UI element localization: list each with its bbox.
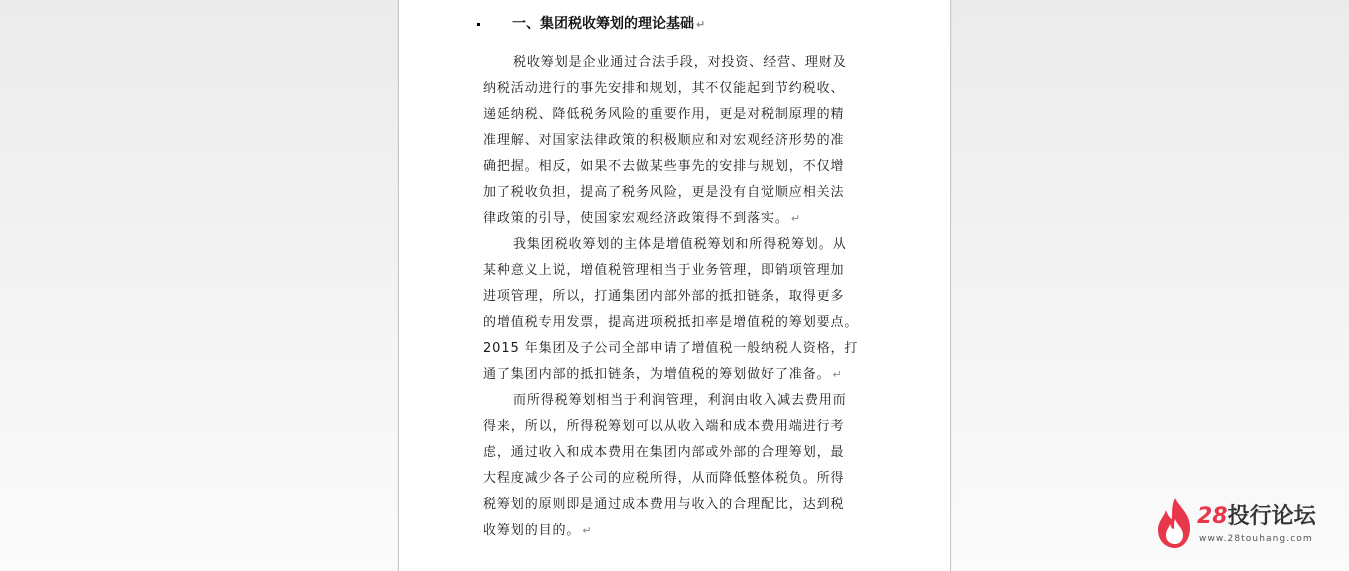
line-text: 律政策的引导，使国家宏观经济政策得不到落实。 [483, 211, 789, 226]
paragraph-line [483, 76, 903, 102]
paragraph-line [483, 362, 903, 388]
document-page [398, 0, 951, 571]
paragraph-line [483, 154, 903, 180]
logo-title [1197, 504, 1316, 530]
paragraph-line [483, 128, 903, 154]
paragraph-line [483, 284, 903, 310]
paragraph-line [483, 206, 903, 232]
line-text: 税收筹划是企业通过合法手段，对投资、经营、理财及 [513, 55, 847, 70]
line-text: 递延纳税、降低税务风险的重要作用，更是对税制原理的精 [483, 107, 845, 122]
paragraph-mark-icon: ↵ [582, 524, 593, 537]
line-text: 纳税活动进行的事先安排和规划，其不仅能起到节约税收、 [483, 81, 845, 96]
logo-name: 投行论坛 [1227, 504, 1316, 529]
document-body[interactable] [483, 50, 903, 544]
paragraph-mark-icon: ↵ [832, 368, 843, 381]
paragraph-line [483, 310, 903, 336]
paragraph-line [483, 492, 903, 518]
paragraph-line [483, 102, 903, 128]
paragraph-line [483, 440, 903, 466]
flame-icon [1155, 497, 1195, 549]
logo-number: 28 [1197, 504, 1228, 529]
heading-text: 一、集团税收筹划的理论基础 [512, 16, 694, 32]
paragraph-line [483, 466, 903, 492]
line-text: 税筹划的原则即是通过成本费用与收入的合理配比，达到税 [483, 497, 845, 512]
paragraph-line [483, 518, 903, 544]
line-text: 大程度减少各子公司的应税所得，从而降低整体税负。所得 [483, 471, 845, 486]
paragraph-mark-icon: ↵ [696, 18, 706, 31]
line-text: 收筹划的目的。 [483, 523, 581, 538]
line-text: 某种意义上说，增值税管理相当于业务管理，即销项管理加 [483, 263, 845, 278]
paragraph-line [483, 414, 903, 440]
line-text: 准理解、对国家法律政策的积极顺应和对宏观经济形势的准 [483, 133, 845, 148]
line-text: 通了集团内部的抵扣链条，为增值税的筹划做好了准备。 [483, 367, 831, 382]
watermark-logo [1155, 497, 1330, 549]
line-text: 而所得税筹划相当于利润管理，利润由收入减去费用而 [513, 393, 847, 408]
paragraph-mark-icon: ↵ [790, 212, 801, 225]
line-text: 的增值税专用发票，提高进项税抵扣率是增值税的筹划要点。 [483, 315, 859, 330]
line-text: 确把握。相反，如果不去做某些事先的安排与规划，不仅增 [483, 159, 845, 174]
line-text: 得来，所以，所得税筹划可以从收入端和成本费用端进行考 [483, 419, 845, 434]
paragraph-line [483, 258, 903, 284]
line-text: 进项管理，所以，打通集团内部外部的抵扣链条，取得更多 [483, 289, 845, 304]
paragraph-line [483, 388, 903, 414]
section-heading[interactable] [512, 14, 705, 35]
heading-bullet [477, 23, 480, 26]
line-text: 加了税收负担，提高了税务风险，更是没有自觉顺应相关法 [483, 185, 845, 200]
paragraph-line [483, 336, 903, 362]
line-text: 我集团税收筹划的主体是增值税筹划和所得税筹划。从 [513, 237, 847, 252]
logo-url: www.28touhang.com [1199, 534, 1313, 544]
paragraph-line [483, 50, 903, 76]
line-text: 虑，通过收入和成本费用在集团内部或外部的合理筹划，最 [483, 445, 845, 460]
paragraph-line [483, 232, 903, 258]
paragraph-line [483, 180, 903, 206]
line-text: 2015 年集团及子公司全部申请了增值税一般纳税人资格，打 [483, 341, 859, 356]
